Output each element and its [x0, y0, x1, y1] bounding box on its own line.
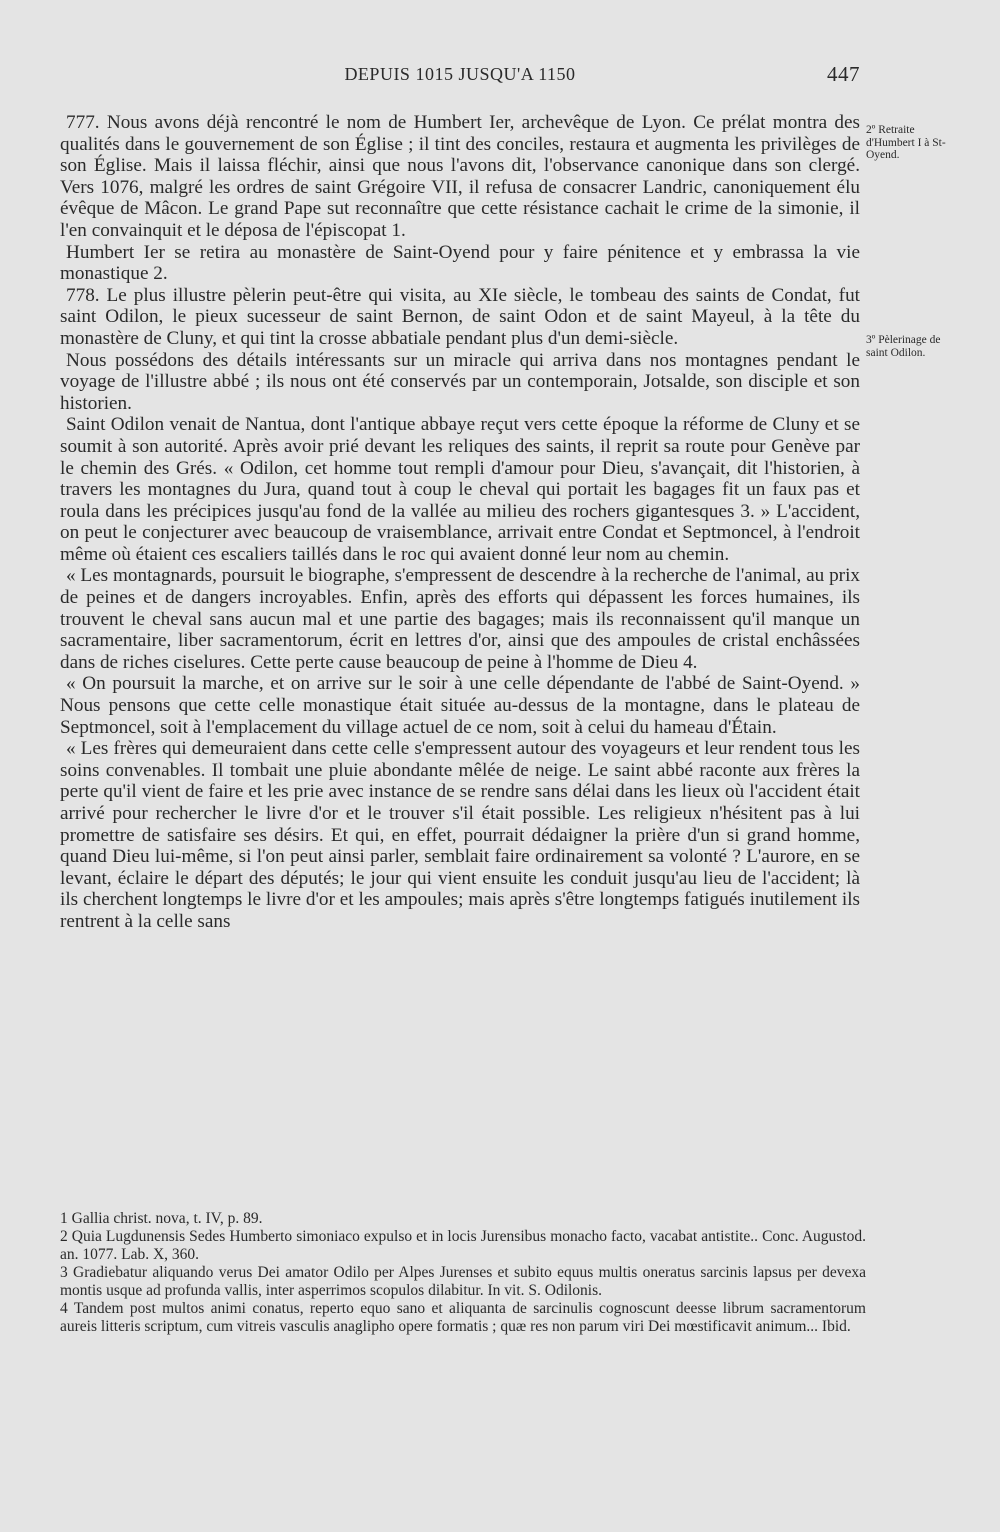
paragraph-778: 778. Le plus illustre pèlerin peut-être qui visita, au XIe siècle, le tombeau des saints de Condat, fut saint Odilon, le pieux sucesseur de saint Bernon, de saint Odon et de saint Mayeul, à la tête du monastère de Cluny, et qui tint la crosse abbatiale pendant plus d'un demi-siècle.	[60, 284, 860, 349]
footnote-2: 2 Quia Lugdunensis Sedes Humberto simoniaco expulso et in locis Jurensibus monacho facto, vacabat antistite.. Conc. Augustod. an. 1077. Lab. X, 360.	[60, 1228, 866, 1263]
footnote-4: 4 Tandem post multos animi conatus, reperto equo sano et aliquanta de sarcinulis cognoscunt deesse librum sacramentorum aureis litteris scriptum, cum vitreis vasculis anaglipho opere formatis ; quæ res non parum viri Dei mœstificavit animum... Ibid.	[60, 1300, 866, 1335]
paragraph-freres: « Les frères qui demeuraient dans cette celle s'empressent autour des voyageurs et leur rendent tous les soins convenables. Il tombait une pluie abondante mêlée de neige. Le saint abbé raconte aux frères la perte qu'il vient de faire et les prie avec instance de se rendre sans délai dans les lieux où l'accident était arrivé pour rechercher le livre d'or et le trouver s'il était possible. Les religieux n'hésitent pas à lui promettre de satisfaire ses désirs. Et qui, en effet, pourrait dédaigner la prière d'un si grand homme, quand Dieu lui-même, si l'on peut ainsi parler, semblait faire ordinairement sa volonté ? L'aurore, en se levant, éclaire le départ des députés; le jour qui vient ensuite les conduit jusqu'au lieu de l'accident; là ils cherchent longtemps le livre d'or et les ampoules; mais après s'être longtemps fatigués inutilement ils rentrent à la celle sans	[60, 738, 860, 932]
page-number: 447	[827, 62, 860, 86]
paragraph-humbert: Humbert Ier se retira au monastère de Saint-Oyend pour y faire pénitence et y embrassa la vie monastique 2.	[60, 241, 860, 285]
paragraph-odilon-nantua: Saint Odilon venait de Nantua, dont l'antique abbaye reçut vers cette époque la réforme de Cluny et se soumit à son autorité. Après avoir prié devant les reliques des saints, il reprit sa route pour Genève par le chemin des Grés. « Odilon, cet homme tout rempli d'amour pour Dieu, s'avançait, dit l'historien, à travers les montagnes du Jura, quand tout à coup le cheval qui portait les bagages fit un faux pas et roula dans les précipices jusqu'au fond de la vallée au milieu des rochers gigantesques 3. » L'accident, on peut le conjecturer avec beaucoup de vraisemblance, arrivait entre Condat et Septmoncel, à l'endroit même où étaient ces escaliers taillés dans le roc qui avaient donné leur nom au chemin.	[60, 414, 860, 565]
running-title: DEPUIS 1015 JUSQU'A 1150	[344, 64, 576, 84]
margin-note-retraite: 2º Retraite d'Humbert I à St-Oyend.	[866, 124, 946, 161]
paragraph-marche: « On poursuit la marche, et on arrive sur le soir à une celle dépendante de l'abbé de Saint-Oyend. » Nous pensons que cette celle monastique était située au-dessus de la montagne, dans le plateau de Septmoncel, soit à l'emplacement du village actuel de ce nom, soit à celui du hameau d'Étain.	[60, 673, 860, 738]
paragraph-details: Nous possédons des détails intéressants sur un miracle qui arriva dans nos montagnes pendant le voyage de l'illustre abbé ; ils nous ont été conservés par un contemporain, Jotsalde, son disciple et son historien.	[60, 349, 860, 414]
main-text	[60, 112, 860, 933]
margin-note-pelerinage: 3º Pèlerinage de saint Odilon.	[866, 334, 941, 359]
footnotes	[60, 1210, 866, 1336]
footnote-3: 3 Gradiebatur aliquando verus Dei amator Odilo per Alpes Jurenses et subito equus multis oneratus sarcinis lapsus per devexa montis usque ad profunda vallis, inter asperrimos scopulos dilabitur. In vit. S. Odilonis.	[60, 1264, 866, 1299]
paragraph-montagnards: « Les montagnards, poursuit le biographe, s'empressent de descendre à la recherche de l'animal, au prix de peines et de dangers incroyables. Enfin, après des efforts qui dépassent les forces humaines, ils trouvent le cheval sans aucun mal et une partie des bagages; mais ils reconnaissent qu'il manque un sacramentaire, liber sacramentorum, écrit en lettres d'or, ainsi que des ampoules de cristal enchâssées dans de riches ciselures. Cette perte cause beaucoup de peine à l'homme de Dieu 4.	[60, 565, 860, 673]
footnote-1: 1 Gallia christ. nova, t. IV, p. 89.	[60, 1210, 263, 1227]
paragraph-777: 777. Nous avons déjà rencontré le nom de Humbert Ier, archevêque de Lyon. Ce prélat montra des qualités dans le gouvernement de son Église ; il tint des conciles, restaura et augmenta les privilèges de son Église. Mais il laissa fléchir, ainsi que nous l'avons dit, l'observance canonique dans son clergé. Vers 1076, malgré les ordres de saint Grégoire VII, il refusa de consacrer Landric, canoniquement élu évêque de Mâcon. Le grand Pape sut reconnaître que cette résistance cachait le crime de la simonie, il l'en convainquit et le déposa de l'épiscopat 1.	[60, 112, 860, 241]
running-header	[60, 62, 860, 92]
